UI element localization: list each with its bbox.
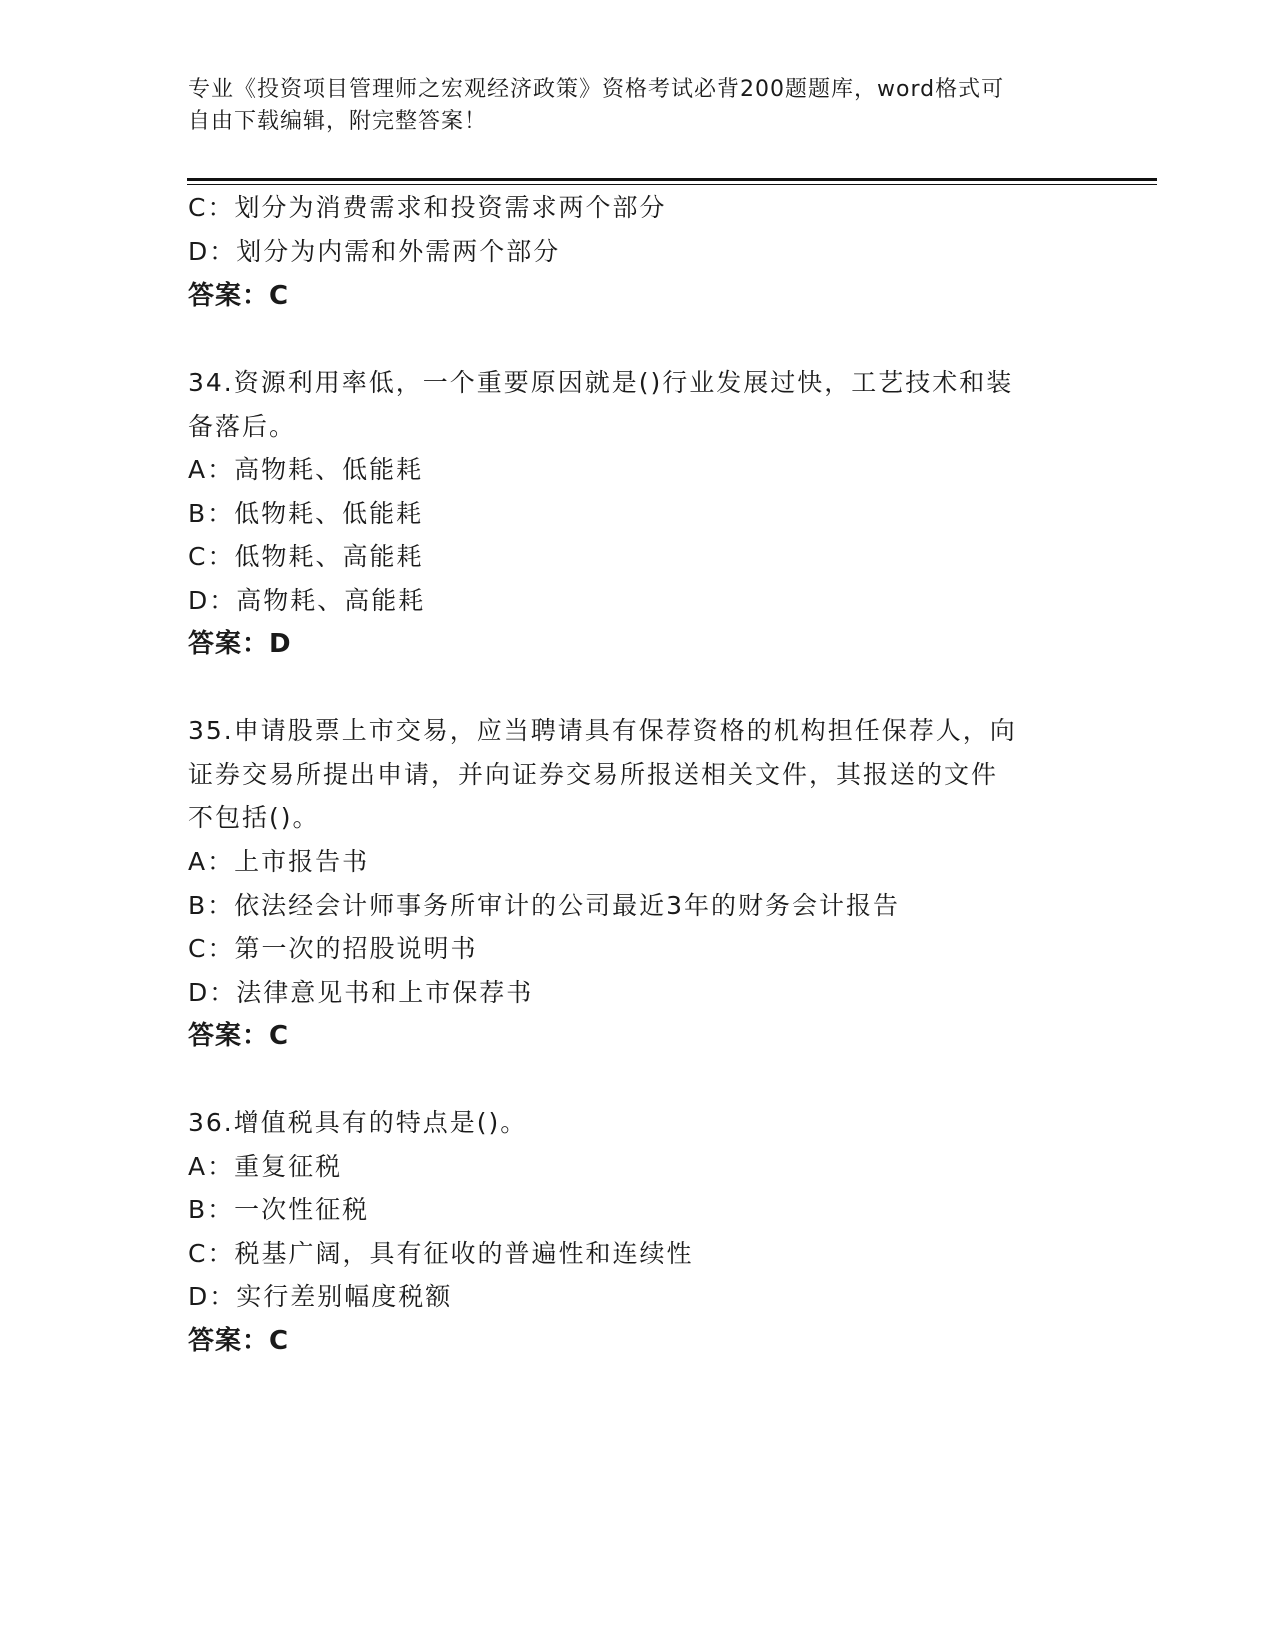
- q35-option-a: A：上市报告书: [188, 847, 370, 876]
- q34-answer: 答案：D: [188, 629, 292, 659]
- q36-option-d: D：实行差别幅度税额: [188, 1282, 453, 1311]
- document-header: [188, 74, 1068, 138]
- q35-stem-line-2: 证券交易所提出申请，并向证券交易所报送相关文件，其报送的文件: [188, 760, 999, 789]
- header-line-2: 自由下载编辑，附完整答案！: [188, 109, 488, 134]
- q35-option-c: C：第一次的招股说明书: [188, 934, 478, 963]
- q35-stem-line-1: 35.申请股票上市交易，应当聘请具有保荐资格的机构担任保荐人，向: [188, 716, 1017, 745]
- q35-option-d: D：法律意见书和上市保荐书: [188, 978, 534, 1007]
- header-rule-thin: [187, 184, 1157, 185]
- q34-stem-line-1: 34.资源利用率低，一个重要原因就是()行业发展过快，工艺技术和装: [188, 368, 1014, 397]
- q34-option-d: D：高物耗、高能耗: [188, 586, 426, 615]
- q35-stem-line-3: 不包括()。: [188, 803, 320, 832]
- prev-answer: 答案：C: [188, 281, 290, 311]
- q35-answer: 答案：C: [188, 1021, 290, 1051]
- q34-option-a: A：高物耗、低能耗: [188, 455, 424, 484]
- prev-option-c: C：划分为消费需求和投资需求两个部分: [188, 193, 667, 222]
- q34-option-c: C：低物耗、高能耗: [188, 542, 424, 571]
- header-rule-thick: [187, 178, 1157, 181]
- q35-option-b: B：依法经会计师事务所审计的公司最近3年的财务会计报告: [188, 891, 901, 920]
- q36-option-b: B：一次性征税: [188, 1195, 370, 1224]
- q34-option-b: B：低物耗、低能耗: [188, 499, 424, 528]
- q36-stem-line-1: 36.增值税具有的特点是()。: [188, 1108, 528, 1137]
- q36-option-a: A：重复征税: [188, 1152, 343, 1181]
- prev-option-d: D：划分为内需和外需两个部分: [188, 237, 561, 266]
- q34-stem-line-2: 备落后。: [188, 412, 297, 441]
- header-line-1: 专业《投资项目管理师之宏观经济政策》资格考试必背200题题库，word格式可: [188, 77, 1005, 102]
- q36-option-c: C：税基广阔，具有征收的普遍性和连续性: [188, 1239, 694, 1268]
- q36-answer: 答案：C: [188, 1326, 290, 1356]
